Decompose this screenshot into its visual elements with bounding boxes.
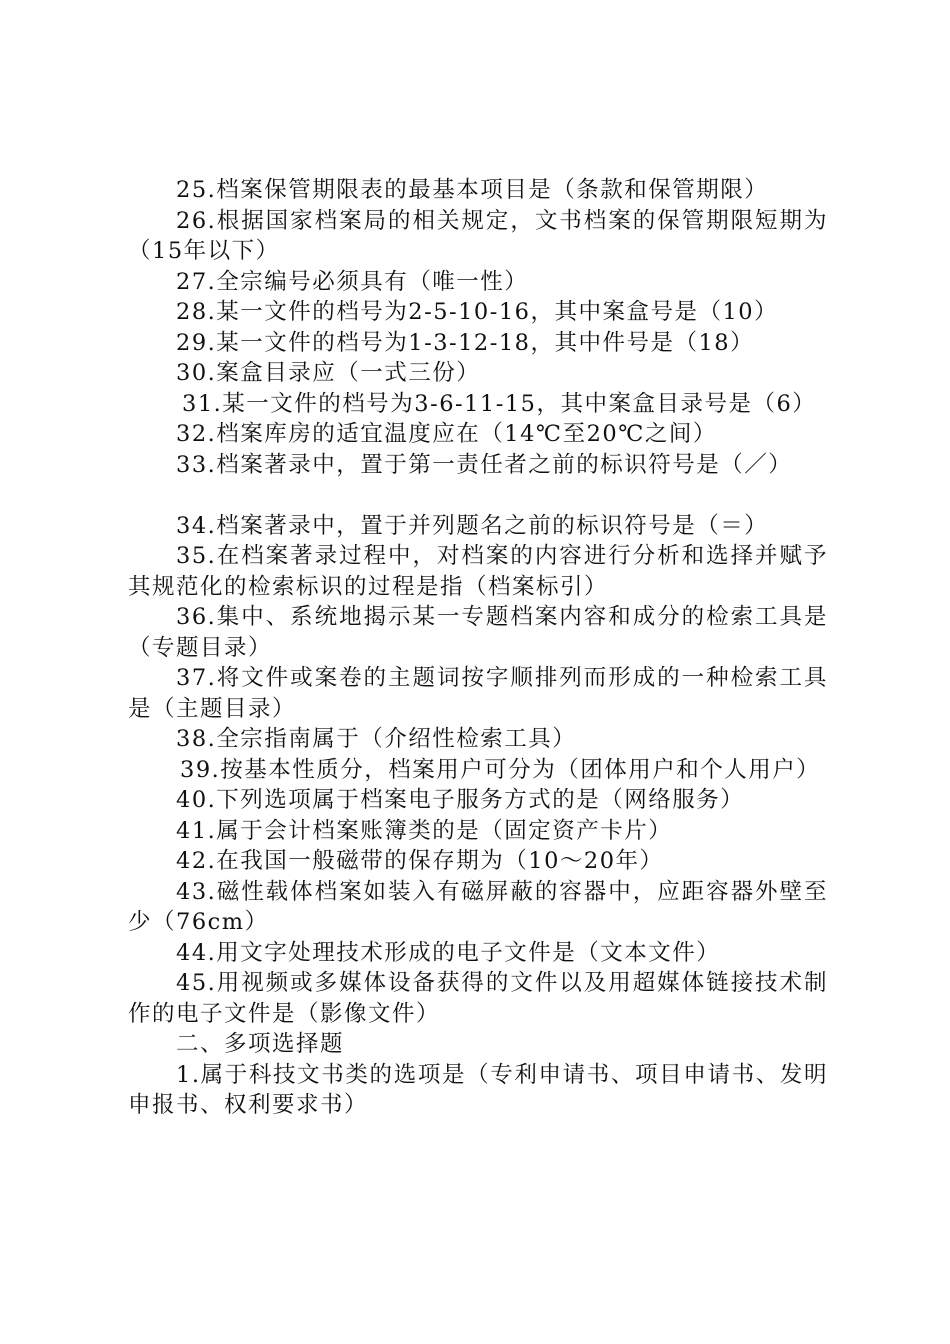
item-43: 43.磁性载体档案如装入有磁屏蔽的容器中，应距容器外壁至少（76cm） [128, 878, 828, 935]
item-45: 45.用视频或多媒体设备获得的文件以及用超媒体链接技术制作的电子文件是（影像文件） [128, 970, 828, 1027]
item-36: 36.集中、系统地揭示某一专题档案内容和成分的检索工具是（专题目录） [128, 604, 828, 661]
item-40: 40.下列选项属于档案电子服务方式的是（网络服务） [176, 787, 745, 813]
item-25: 25.档案保管期限表的最基本项目是（条款和保管期限） [176, 177, 769, 203]
item-38: 38.全宗指南属于（介绍性检索工具） [176, 726, 577, 752]
item-33: 33.档案著录中，置于第一责任者之前的标识符号是（／） [176, 451, 793, 478]
item-31: 31.某一文件的档号为3-6-11-15，其中案盒目录号是（6） [182, 390, 817, 417]
item-34: 34.档案著录中，置于并列题名之前的标识符号是（＝） [176, 512, 769, 539]
item-30: 30.案盒目录应（一式三份） [176, 360, 481, 386]
item-28: 28.某一文件的档号为2-5-10-16，其中案盒号是（10） [176, 299, 779, 325]
multi-item-1: 1.属于科技文书类的选项是（专利申请书、项目申请书、发明申报书、权利要求书） [128, 1061, 828, 1118]
item-29: 29.某一文件的档号为1-3-12-18，其中件号是（18） [176, 329, 755, 356]
item-39: 39.按基本性质分，档案用户可分为（团体用户和个人用户） [180, 756, 821, 783]
document-body [128, 175, 828, 1121]
blank-line [128, 480, 828, 511]
item-35: 35.在档案著录过程中，对档案的内容进行分析和选择并赋予其规范化的检索标识的过程是指（档案标引） [128, 543, 828, 600]
item-26: 26.根据国家档案局的相关规定，文书档案的保管期限短期为（15年以下） [128, 207, 828, 264]
section-heading: 二、多项选择题 [176, 1031, 345, 1057]
item-42: 42.在我国一般磁带的保存期为（10～20年） [176, 848, 664, 874]
item-37: 37.将文件或案卷的主题词按字顺排列而形成的一种检索工具是（主题目录） [128, 665, 828, 722]
item-44: 44.用文字处理技术形成的电子文件是（文本文件） [176, 939, 721, 966]
item-41: 41.属于会计档案账簿类的是（固定资产卡片） [176, 817, 673, 844]
item-32: 32.档案库房的适宜温度应在（14℃至20℃之间） [176, 421, 717, 447]
item-27: 27.全宗编号必须具有（唯一性） [176, 268, 529, 295]
